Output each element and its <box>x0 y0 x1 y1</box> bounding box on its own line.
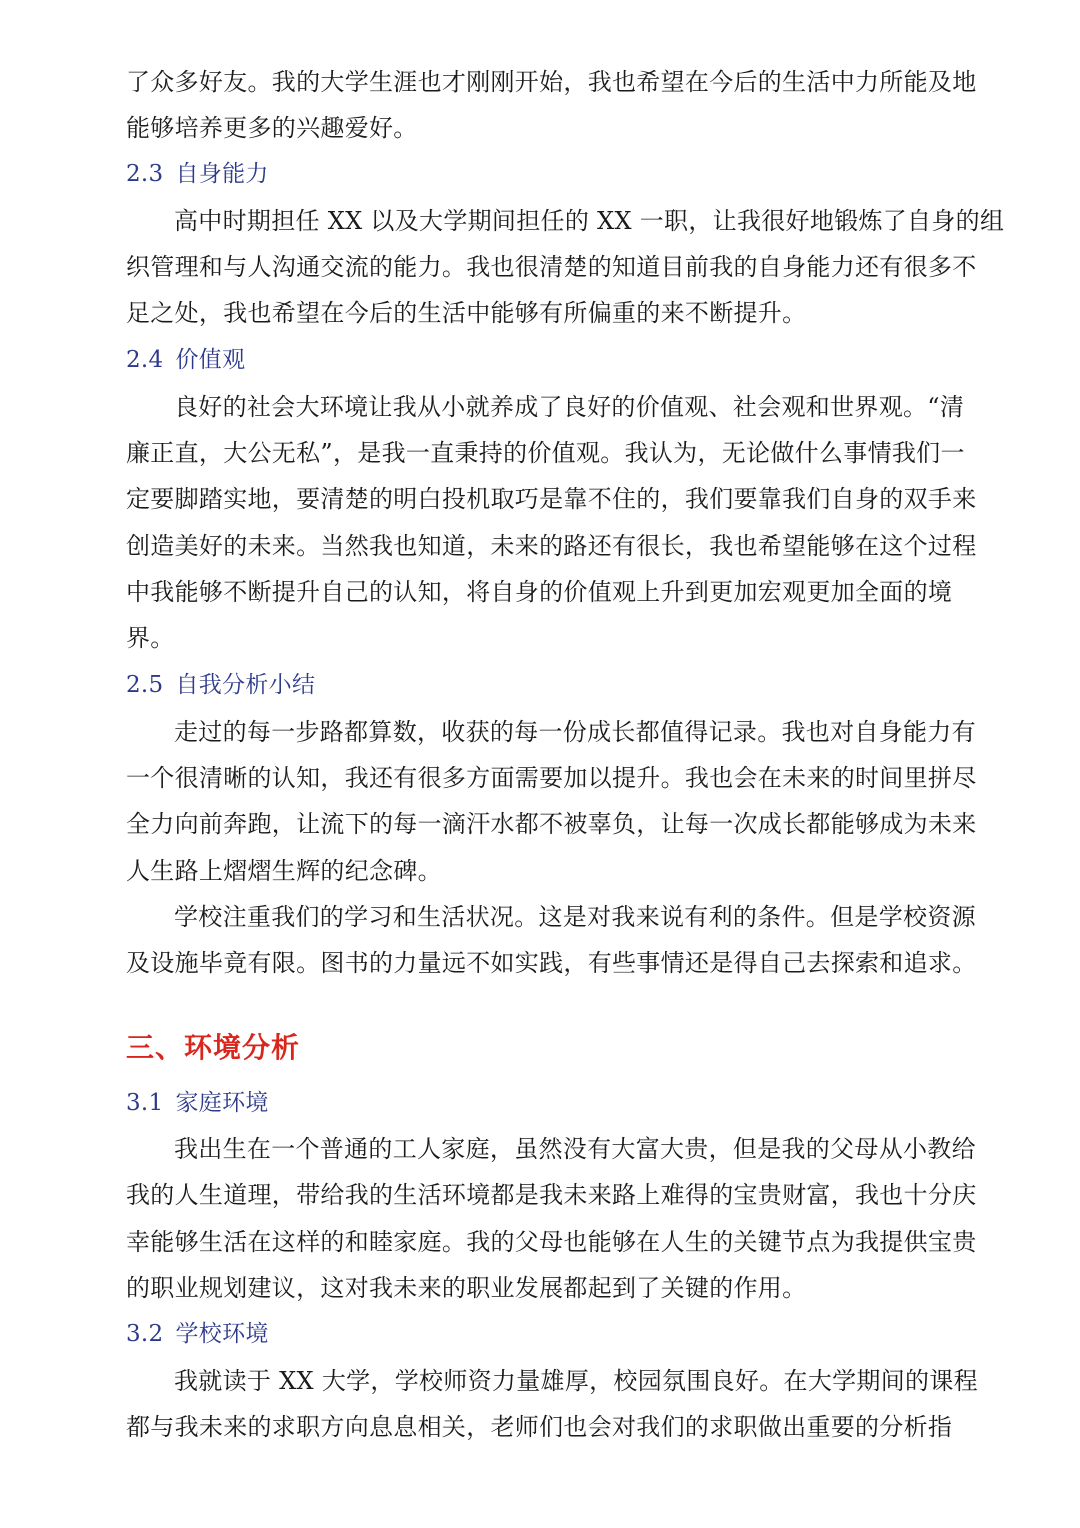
paragraph-line: 我的人生道理，带给我的生活环境都是我未来路上难得的宝贵财富，我也十分庆 <box>126 1181 977 1209</box>
subheading-title: 自身能力 <box>175 161 269 187</box>
paragraph-line: 的职业规划建议，这对我未来的职业发展都起到了关键的作用。 <box>126 1274 807 1302</box>
paragraph-line: 中我能够不断提升自己的认知，将自身的价值观上升到更加宏观更加全面的境 <box>126 578 953 606</box>
subheading-2-5 <box>126 669 315 701</box>
paragraph-line: 学校注重我们的学习和生活状况。这是对我来说有利的条件。但是学校资源 <box>174 903 976 931</box>
subheading-title: 家庭环境 <box>175 1090 269 1116</box>
paragraph-line: 我就读于 XX 大学，学校师资力量雄厚，校园氛围良好。在大学期间的课程 <box>174 1367 978 1395</box>
paragraph-line: 了众多好友。我的大学生涯也才刚刚开始，我也希望在今后的生活中力所能及地 <box>126 68 977 96</box>
paragraph-line: 走过的每一步路都算数，收获的每一份成长都值得记录。我也对自身能力有 <box>174 718 976 746</box>
subheading-number: 2.3 <box>126 161 164 187</box>
paragraph-line: 廉正直，大公无私”，是我一直秉持的价值观。我认为，无论做什么事情我们一 <box>126 439 965 467</box>
paragraph-line: 及设施毕竟有限。图书的力量远不如实践，有些事情还是得自己去探索和追求。 <box>126 949 977 977</box>
subheading-title: 学校环境 <box>175 1321 269 1347</box>
paragraph-line: 我出生在一个普通的工人家庭，虽然没有大富大贵，但是我的父母从小教给 <box>174 1135 976 1163</box>
subheading-title: 自我分析小结 <box>175 672 316 698</box>
paragraph-line: 高中时期担任 XX 以及大学期间担任的 XX 一职，让我很好地锻炼了自身的组 <box>174 207 1005 235</box>
subheading-3-2 <box>126 1318 269 1350</box>
paragraph-line: 织管理和与人沟通交流的能力。我也很清楚的知道目前我的自身能力还有很多不 <box>126 253 977 281</box>
paragraph-line: 全力向前奔跑，让流下的每一滴汗水都不被辜负，让每一次成长都能够成为未来 <box>126 810 977 838</box>
subheading-title: 价值观 <box>175 347 246 373</box>
paragraph-line: 幸能够生活在这样的和睦家庭。我的父母也能够在人生的关键节点为我提供宝贵 <box>126 1228 977 1256</box>
subheading-3-1 <box>126 1087 269 1119</box>
paragraph-line: 一个很清晰的认知，我还有很多方面需要加以提升。我也会在未来的时间里拼尽 <box>126 764 977 792</box>
paragraph-line: 定要脚踏实地，要清楚的明白投机取巧是靠不住的，我们要靠我们自身的双手来 <box>126 485 977 513</box>
paragraph-line: 都与我未来的求职方向息息相关，老师们也会对我们的求职做出重要的分析指 <box>126 1413 953 1441</box>
paragraph-line: 界。 <box>126 624 175 652</box>
paragraph-line: 创造美好的未来。当然我也知道，未来的路还有很长，我也希望能够在这个过程 <box>126 532 977 560</box>
subheading-2-4 <box>126 344 245 376</box>
paragraph-line: 能够培养更多的兴趣爱好。 <box>126 114 418 142</box>
paragraph-line: 足之处，我也希望在今后的生活中能够有所偏重的来不断提升。 <box>126 299 807 327</box>
paragraph-line: 良好的社会大环境让我从小就养成了良好的价值观、社会观和世界观。“清 <box>174 393 965 421</box>
section-heading: 三、环境分析 <box>126 1031 301 1064</box>
subheading-number: 3.2 <box>126 1321 164 1347</box>
subheading-number: 2.4 <box>126 347 164 373</box>
paragraph-line: 人生路上熠熠生辉的纪念碑。 <box>126 857 442 885</box>
subheading-number: 3.1 <box>126 1090 164 1116</box>
subheading-number: 2.5 <box>126 672 164 698</box>
subheading-2-3 <box>126 158 269 190</box>
